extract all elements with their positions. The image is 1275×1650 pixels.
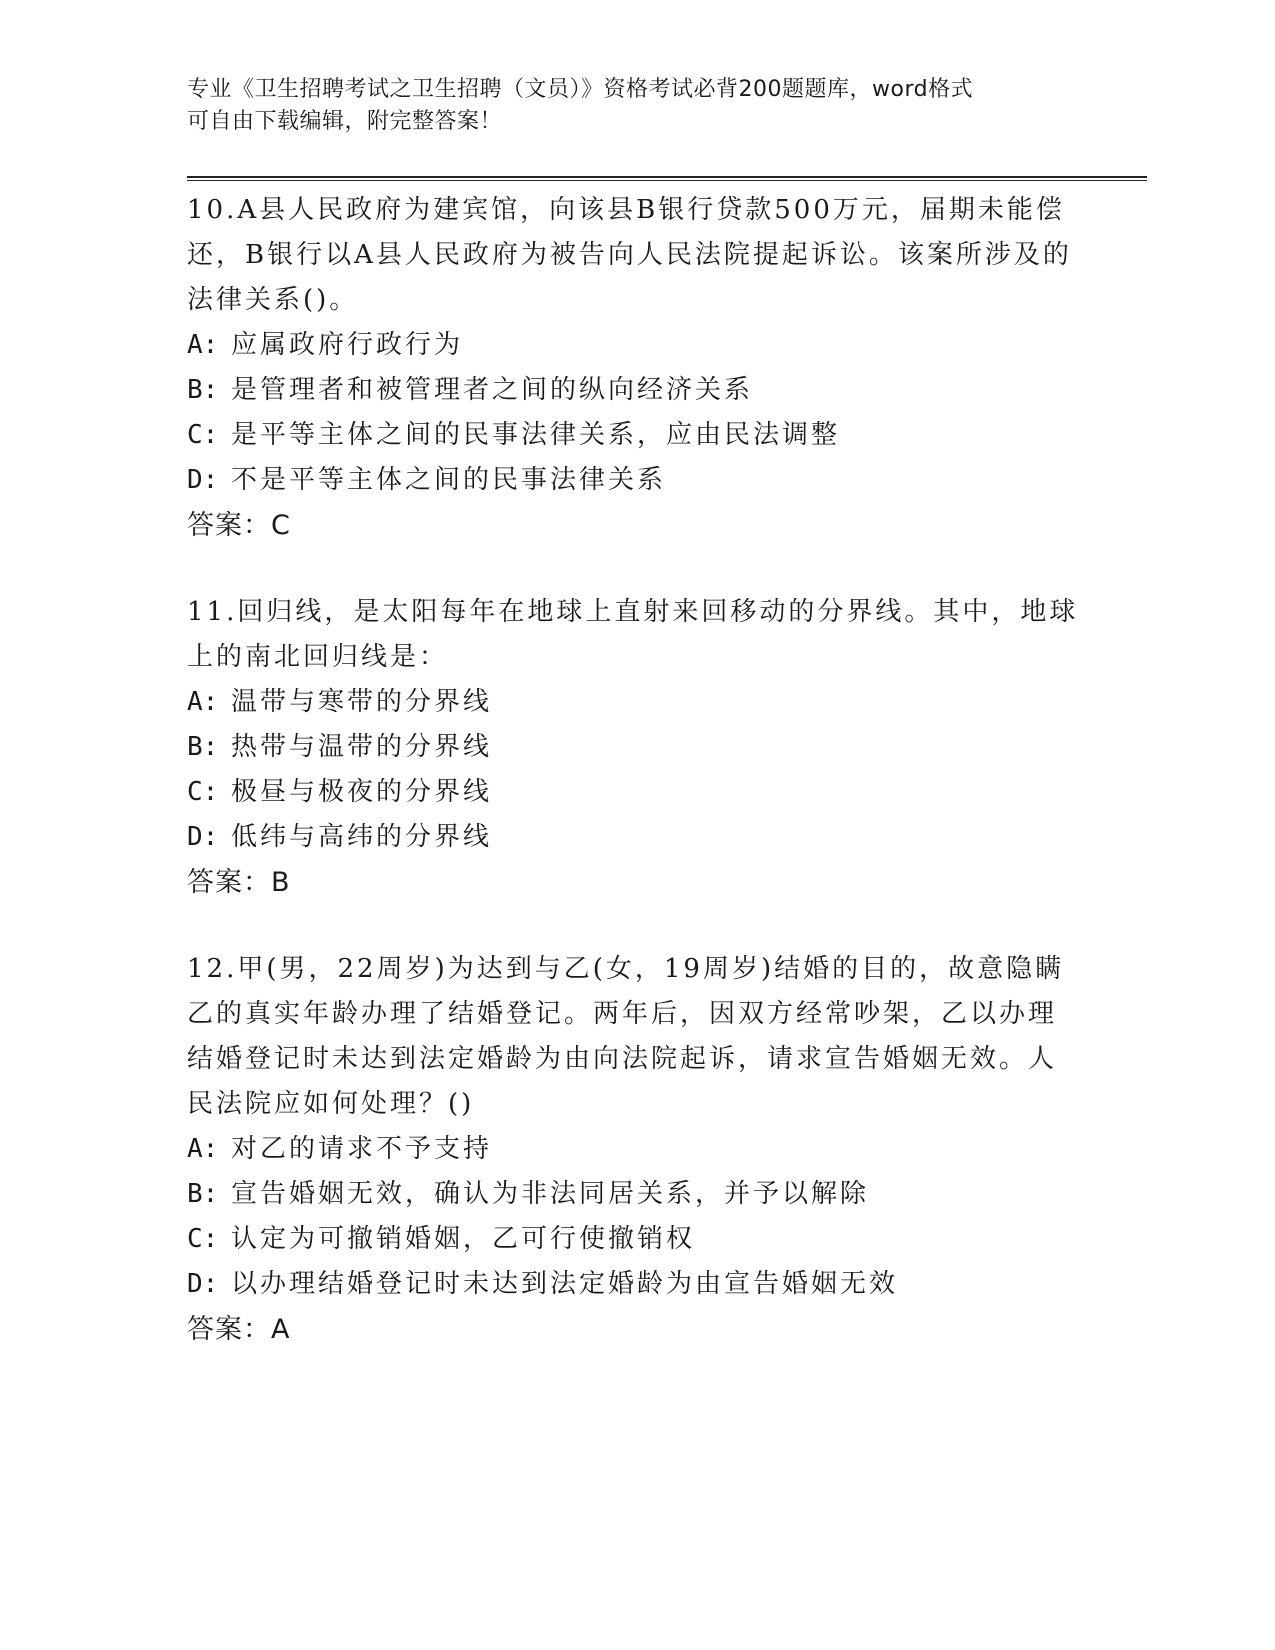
option-text: 温带与寒带的分界线 [231,687,493,717]
answer-label: 答案：B [187,867,291,898]
option-a [187,1127,1087,1172]
question-text-line: 法律关系()。 [187,285,359,315]
option-b [187,368,1087,413]
option-b [187,1172,1087,1217]
option-text: 低纬与高纬的分界线 [231,822,493,852]
option-letter: D: [187,1269,219,1299]
option-text: 是平等主体之间的民事法律关系，应由民法调整 [231,420,841,450]
option-text: 宣告婚姻无效，确认为非法同居关系，并予以解除 [231,1179,870,1209]
document-header [187,74,1087,138]
option-text: 是管理者和被管理者之间的纵向经济关系 [231,375,754,405]
option-letter: A: [187,687,219,717]
answer-label: 答案：A [187,1314,291,1345]
option-a [187,323,1087,368]
option-letter: D: [187,822,219,852]
question-text-line: 乙的真实年龄办理了结婚登记。两年后，因双方经常吵架，乙以办理 [187,999,1058,1029]
option-d [187,815,1087,860]
option-d [187,1262,1087,1307]
option-text: 以办理结婚登记时未达到法定婚龄为由宣告婚姻无效 [231,1269,899,1299]
option-c [187,1217,1087,1262]
question-text-line: 结婚登记时未达到法定婚龄为由向法院起诉，请求宣告婚姻无效。人 [187,1044,1058,1074]
question-text-line: 11.回归线，是太阳每年在地球上直射来回移动的分界线。其中，地球 [187,597,1079,627]
option-letter: D: [187,465,219,495]
option-letter: B: [187,732,219,762]
question-11 [187,590,1087,905]
question-text-line: 12.甲(男，22周岁)为达到与乙(女，19周岁)结婚的目的，故意隐瞒 [187,954,1065,984]
option-text: 应属政府行政行为 [231,330,464,360]
option-letter: A: [187,330,219,360]
question-list [187,188,1087,1394]
option-letter: C: [187,420,219,450]
option-a [187,680,1087,725]
option-text: 不是平等主体之间的民事法律关系 [231,465,667,495]
question-10 [187,188,1087,548]
option-d [187,458,1087,503]
option-letter: B: [187,1179,219,1209]
question-text-line: 民法院应如何处理？() [187,1089,475,1119]
option-text: 对乙的请求不予支持 [231,1134,493,1164]
header-divider [187,176,1147,181]
option-c [187,770,1087,815]
question-text-line: 还，B银行以A县人民政府为被告向人民法院提起诉讼。该案所涉及的 [187,240,1072,270]
answer-label: 答案：C [187,510,291,541]
question-text-line: 10.A县人民政府为建宾馆，向该县B银行贷款500万元，届期未能偿 [187,195,1065,225]
question-text-line: 上的南北回归线是： [187,642,449,672]
option-text: 热带与温带的分界线 [231,732,493,762]
option-b [187,725,1087,770]
option-text: 认定为可撤销婚姻，乙可行使撤销权 [231,1224,696,1254]
question-12 [187,947,1087,1352]
option-letter: B: [187,375,219,405]
option-letter: C: [187,777,219,807]
option-letter: A: [187,1134,219,1164]
option-c [187,413,1087,458]
header-line-1: 专业《卫生招聘考试之卫生招聘（文员）》资格考试必背200题题库，word格式 [187,77,974,102]
option-letter: C: [187,1224,219,1254]
header-line-2: 可自由下载编辑，附完整答案！ [187,109,503,134]
option-text: 极昼与极夜的分界线 [231,777,493,807]
